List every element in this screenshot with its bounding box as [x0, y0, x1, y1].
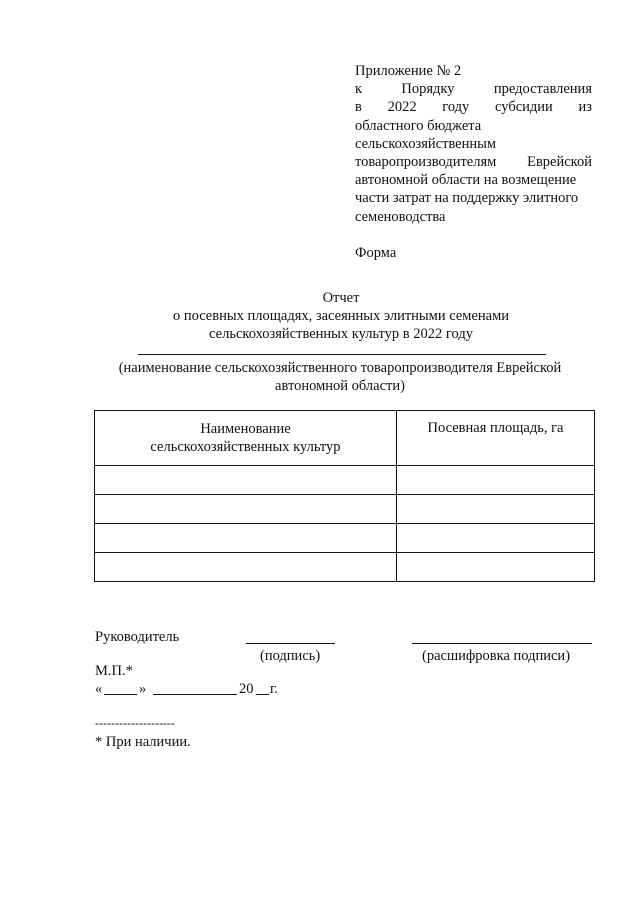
- annex-line-4: областного бюджета: [355, 117, 482, 134]
- date-day-line: [104, 694, 137, 695]
- organization-caption-2: автономной области): [275, 378, 405, 394]
- date-month-line: [153, 694, 237, 695]
- date-close-quote: »: [139, 681, 147, 697]
- date-open-quote: «: [95, 681, 103, 697]
- footnote-separator: --------------------: [95, 716, 175, 730]
- header-crop-name-line-2: сельскохозяйственных культур: [150, 439, 341, 455]
- crops-table: [94, 410, 595, 582]
- annex-word: Еврейской: [527, 154, 592, 171]
- organization-name-line: [138, 354, 546, 355]
- table-row: [95, 524, 595, 553]
- table-header-row: [95, 411, 595, 466]
- signature-line: [246, 643, 335, 644]
- annex-word: году: [442, 99, 470, 116]
- decode-signature-line: [412, 643, 592, 644]
- organization-caption-1: (наименование сельскохозяйственного товаропроизводителя Еврейской: [118, 360, 562, 376]
- report-title: Отчет: [322, 290, 360, 306]
- annex-line-7: автономной области на возмещение: [355, 172, 577, 189]
- date-year-line: [256, 694, 269, 695]
- date-year-suffix: г.: [270, 681, 278, 697]
- table-cell: [397, 495, 595, 524]
- annex-line-6: [355, 153, 592, 171]
- annex-word: предоставления: [493, 81, 592, 98]
- table-cell: [95, 524, 397, 553]
- annex-block: [355, 62, 592, 262]
- table-cell: [95, 466, 397, 495]
- decode-signature-caption: (расшифровка подписи): [422, 648, 571, 664]
- annex-line-5: сельскохозяйственным: [355, 135, 497, 152]
- date-year-prefix: 20: [239, 681, 254, 697]
- table-cell: [397, 466, 595, 495]
- annex-line-2: [355, 80, 592, 98]
- annex-line-3: [355, 98, 592, 116]
- annex-word: 2022: [387, 99, 417, 116]
- head-label: Руководитель: [95, 629, 180, 645]
- annex-word: к: [355, 81, 363, 98]
- annex-word: субсидии: [495, 99, 553, 116]
- table-cell: [397, 553, 595, 582]
- footnote-text: * При наличии.: [95, 734, 191, 750]
- annex-word: Порядку: [401, 81, 455, 98]
- annex-word: из: [578, 99, 592, 116]
- report-subtitle-1: о посевных площадях, засеянных элитными семенами: [172, 308, 510, 324]
- form-label: Форма: [355, 244, 397, 261]
- header-sown-area: Посевная площадь, га: [397, 411, 595, 466]
- annex-line-9: семеноводства: [355, 208, 446, 225]
- table-cell: [95, 553, 397, 582]
- report-subtitle-2: сельскохозяйственных культур в 2022 году: [209, 326, 473, 342]
- stamp-label: М.П.*: [95, 663, 133, 679]
- table-row: [95, 495, 595, 524]
- signature-caption: (подпись): [260, 648, 321, 664]
- annex-line-8: части затрат на поддержку элитного: [355, 190, 579, 207]
- header-crop-name-line-1: Наименование: [200, 421, 291, 437]
- annex-number: Приложение № 2: [355, 63, 462, 79]
- header-crop-name: [95, 411, 397, 466]
- table-row: [95, 553, 595, 582]
- annex-word: товаропроизводителям: [355, 154, 497, 171]
- table-cell: [397, 524, 595, 553]
- table-cell: [95, 495, 397, 524]
- table-row: [95, 466, 595, 495]
- annex-word: в: [355, 99, 362, 116]
